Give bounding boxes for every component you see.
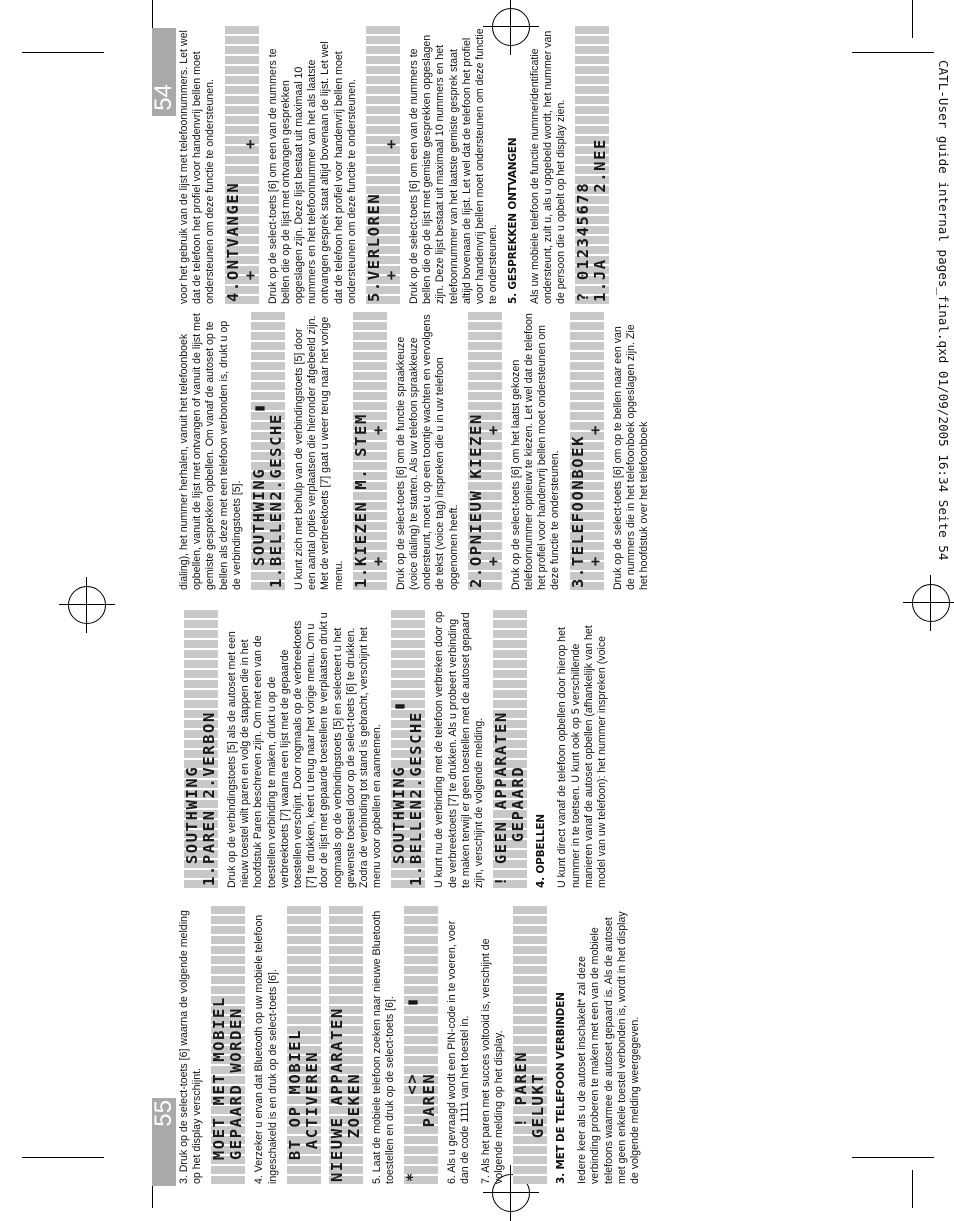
lcd-display xyxy=(366,26,400,304)
lcd-line: 1.BELLEN2.GESCHE xyxy=(268,312,285,590)
lcd-line: NIEUWE APPARATEN xyxy=(329,906,346,1184)
paragraph: Als uw mobiele telefoon de functie nummeridentificatie ondersteunt, zult u, als u opgebeld wordt, het nummer van de persoon die u opbelt op het display zien. xyxy=(528,30,568,304)
paragraph: Druk op de select-toets [6] om het laatst gekozen telefoonnummer opnieuw te kiezen. Let wel dat de telefoon het profiel voor handenvrij bellen moet ondersteunen om deze functie te ondersteunen. xyxy=(509,313,562,590)
step-6: 6. Als u gevraagd wordt een PIN-code in te voeren, voer dan de code 1111 van het toestel in. xyxy=(446,920,472,1184)
lcd-line: SOUTHWING ▮ xyxy=(391,610,408,888)
lcd-line: + + xyxy=(242,26,259,304)
lcd-display xyxy=(513,906,547,1184)
lcd-line: SOUTHWING ▮ xyxy=(251,312,268,590)
lcd-line: ! PAREN xyxy=(513,906,530,1184)
lcd-line: SOUTHWING xyxy=(184,610,201,888)
page-number-left: 54 xyxy=(150,84,177,111)
column-2 xyxy=(178,610,616,888)
lcd-line: + + xyxy=(383,26,400,304)
lcd-line: MOET MET MOBIEL xyxy=(211,906,228,1184)
paragraph: Druk op de select-toets [6] om de functie spraakkeuze (voice dialing) te starten. Als uw telefoon spraakkeuze ondersteunt, moet u op een toontje wachten en vervolgens de tekst (voice tag) inspreken die u in uw telefoon opgenomen heeft. xyxy=(394,314,460,590)
page-number-right: 55 xyxy=(150,1100,177,1127)
lcd-display xyxy=(575,26,609,304)
paragraph: U kunt zich met behulp van de verbindingstoets [5] door een aantal opties verplaatsen die hieronder afgebeeld zijn. Met de verbreektoets [7] gaat u weer terug naar het vorige menu. xyxy=(293,315,345,590)
lcd-line: 1.JA 2.NEE xyxy=(592,26,609,304)
section-heading: 4. OPBELLEN xyxy=(535,814,548,888)
lcd-line: ZOEKEN xyxy=(346,906,363,1184)
lcd-display xyxy=(570,312,604,590)
lcd-line: 3.TELEFOONBOEK xyxy=(570,312,587,590)
paragraph: U kunt nu de verbinding met de telefoon verbreken door op de verbreektoets [7] te drukken. Als u probeert verbinding te maken terwijl er geen toestellen met de autoset gepaard zijn, verschijnt de volgende melding. xyxy=(433,611,486,888)
column-1 xyxy=(178,906,649,1184)
lcd-line: BT OP MOBIEL xyxy=(287,906,304,1184)
lcd-display xyxy=(391,610,425,888)
column-4 xyxy=(178,26,617,304)
paragraph: dialing), het nummer herhalen, vanuit het telefoonboek opbellen, vanuit de lijst met ontvangen of vanuit de lijst met gemiste gesprekken opbellen. Om vanaf de autoset op te bellen als deze met een telefoon verbonden is, drukt u op de verbindingstoets [5]. xyxy=(178,313,243,590)
lcd-line: ! GEEN APPARATEN xyxy=(493,610,510,888)
lcd-display xyxy=(211,906,245,1184)
lcd-display xyxy=(329,906,363,1184)
lcd-line: + + xyxy=(587,312,604,590)
lcd-display xyxy=(184,610,218,888)
paragraph: Iedere keer als u de autoset inschakelt* zal deze verbinding proberen te maken met een van de mobiele telefoons waarmee de autoset gepaard is. Als de autoset met geen enkele toestel verbonden is, wordt in het display de volgende melding weergegeven. xyxy=(576,911,642,1184)
section-heading: 3. MET DE TELEFOON VERBINDEN xyxy=(555,992,568,1184)
lcd-line: + + xyxy=(370,312,387,590)
lcd-line: 4.ONTVANGEN xyxy=(225,26,242,304)
lcd-line: ? 012345678 xyxy=(575,26,592,304)
paragraph: Druk op de verbindingstoets [5] als de autoset met een nieuw toestel wilt paren en volg de stappen die in het hoofdstuk Paren beschreven zijn. Om met een van de toestellen verbinding te maken, drukt u op de verbreektoets [7] waarna een lijst met de gepaarde toestellen verschijnt. Door nogmaals op de verbreektoets [7] te drukken, keert u terug naar het vorige menu. Om u door de lijst met gepaarde toestellen te verplaatsen drukt u nogmaals op de verbindingstoets [5] en selecteert u het gewenste toestel door op de select-toets [6] te drukken. Zodra de verbinding tot stand is gebracht, verschijnt het menu voor opbellen en aannemen. xyxy=(226,612,384,888)
lcd-display xyxy=(251,312,285,590)
file-header: CATL-User guide internal pages_final.qxd 01/09/2005 16:34 Seite 54 xyxy=(936,60,951,561)
lcd-line: * <> ▮ xyxy=(404,906,421,1184)
lcd-line: 1.KIEZEN M. STEM xyxy=(353,312,370,590)
lcd-display xyxy=(493,610,527,888)
lcd-line: GELUKT xyxy=(530,906,547,1184)
lcd-line: GEPAARD WORDEN xyxy=(228,906,245,1184)
paragraph: Druk op de select-toets [6] om op te bellen naar een van de nummers die in het telefoonboek opgeslagen zijn. Zie het hoofdstuk over het telefoonboek xyxy=(611,324,651,590)
lcd-display xyxy=(353,312,387,590)
lcd-line: 5.VERLOREN xyxy=(366,26,383,304)
step-3: 3. Druk op de select-toets [6] waarna de volgende melding op het display verschijnt. xyxy=(178,910,204,1184)
lcd-line: 1.PAREN 2.VERBON xyxy=(201,610,218,888)
paragraph: Druk op de select-toets [6] om een van de nummers te bellen die op de lijst met ontvangen gesprekken opgeslagen zijn. Deze lijst bestaat uit maximaal 10 nummers en het telefoonnummer van het als laatste ontvangen gesprek staat altijd bovenaan de lijst. Let wel dat de telefoon het profiel voor handenvrij bellen moet ondersteunen om deze functie te ondersteunen. xyxy=(266,41,358,304)
registration-mark xyxy=(68,586,106,624)
step-4: 4. Verzeker u ervan dat Bluetooth op uw mobiele telefoon ingeschakeld is en druk op de select-toets [6]. xyxy=(253,914,279,1184)
paragraph: voor het gebruik van de lijst met telefoonnummers. Let wel dat de telefoon het profiel voor handenvrij bellen moet ondersteunen om deze functie te ondersteunen. xyxy=(178,30,217,304)
paragraph: U kunt direct vanaf de telefoon opbellen door hierop het nummer in te toetsen. U kunt ook op 5 verschillende manieren vanaf de autoset opbellen (afhankelijk van het model van uw telefoon): het nummer inspreken (voice xyxy=(556,625,609,888)
lcd-line: 1.BELLEN2.GESCHE xyxy=(408,610,425,888)
step-7: 7. Als het paren met succes voltooid is, verschijnt de volgende melding op het display. xyxy=(479,938,505,1184)
lcd-display xyxy=(468,312,502,590)
lcd-line: + + xyxy=(485,312,502,590)
lcd-display xyxy=(287,906,321,1184)
lcd-line: 2.OPNIEUW KIEZEN xyxy=(468,312,485,590)
crop-mark xyxy=(22,1157,104,1158)
lcd-line: PAREN xyxy=(421,906,438,1184)
paragraph: Druk op de select-toets [6] om een van de nummers te bellen die op de lijst met gemiste gesprekken opgeslagen zijn. Deze lijst bestaat uit maximaal 10 nummers en het telefoonnummer van het laatste gemiste gesprek staat altijd bovenaan de lijst. Let wel dat de telefoon het profiel voor handenvrij bellen moet ondersteunen om deze functie te ondersteunen. xyxy=(408,28,500,304)
page-content xyxy=(178,20,918,1188)
lcd-display xyxy=(404,906,438,1184)
lcd-line: ACTIVEREN xyxy=(304,906,321,1184)
crop-mark xyxy=(22,52,104,53)
lcd-display xyxy=(225,26,259,304)
step-5: 5. Laat de mobiele telefoon zoeken naar nieuwe Bluetooth toestellen en druk op de select-toets [6]. xyxy=(370,910,397,1184)
section-heading: 5. GESPREKKEN ONTVANGEN xyxy=(507,137,520,304)
lcd-line: GEPAARD xyxy=(510,610,527,888)
column-3 xyxy=(178,312,658,590)
